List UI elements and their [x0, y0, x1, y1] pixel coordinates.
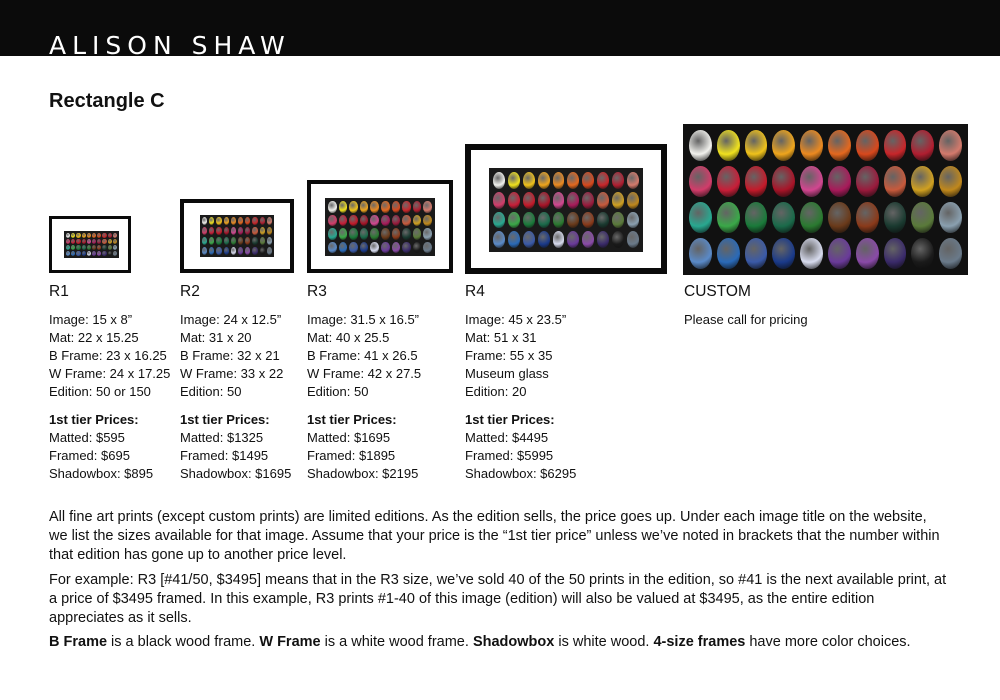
paint-well — [423, 242, 432, 254]
paint-well — [339, 242, 348, 254]
size-column-r3 — [307, 282, 421, 483]
spec-line: Frame: 55 x 35 — [465, 348, 553, 363]
paint-well — [238, 227, 243, 235]
paint-well — [66, 233, 70, 238]
paint-well — [523, 212, 535, 229]
paint-well — [82, 233, 86, 238]
paint-well — [381, 242, 390, 254]
paint-well — [349, 228, 358, 240]
paint-well — [97, 251, 101, 256]
paint-well — [582, 212, 594, 229]
paint-well — [209, 237, 214, 245]
paint-well — [360, 215, 369, 227]
paint-well — [76, 251, 80, 256]
paint-well — [745, 166, 768, 197]
paint-well — [108, 245, 112, 250]
size-column-custom — [684, 282, 808, 329]
spec-line: Edition: 50 or 150 — [49, 384, 151, 399]
paint-well — [381, 215, 390, 227]
paint-well — [567, 212, 579, 229]
paint-well — [113, 251, 117, 256]
price-line: Shadowbox: $2195 — [307, 466, 419, 481]
paint-well — [538, 192, 550, 209]
paint-well — [745, 130, 768, 161]
shadowbox-term: Shadowbox — [472, 634, 555, 650]
paint-well — [627, 192, 639, 209]
paint-well — [82, 245, 86, 250]
paint-well — [856, 202, 879, 233]
paint-well — [772, 238, 795, 269]
paint-well — [267, 237, 272, 245]
price-line: Framed: $5995 — [465, 448, 554, 463]
r2-framed-thumbnail — [180, 199, 294, 273]
paint-well — [328, 228, 337, 240]
paint-well — [370, 201, 379, 213]
paint-well — [828, 166, 851, 197]
edition-example: For example: R3 [#41/50, $3495] means that in the R3 size, we’ve sold 40 of the 50 prints in the edition, so #41 is the next available print, at a price of $3495 framed. In this example, R3 prints #1-40 of this image (edition) will also be valued at $3495, as the entire edition appreciates as it sells. — [49, 572, 947, 626]
paint-well — [245, 247, 250, 255]
paint-well — [245, 227, 250, 235]
paint-well — [911, 238, 934, 269]
paint-well — [224, 247, 229, 255]
paint-well — [97, 245, 101, 250]
price-line: Matted: $4495 — [465, 430, 549, 445]
paint-well — [76, 239, 80, 244]
paint-well — [339, 215, 348, 227]
paint-well — [216, 237, 221, 245]
spec-line: Mat: 40 x 25.5 — [307, 330, 390, 345]
paint-well — [224, 217, 229, 225]
paint-well — [413, 215, 422, 227]
spec-line: Edition: 50 — [180, 384, 242, 399]
paint-well — [523, 192, 535, 209]
paint-well — [392, 242, 401, 254]
paint-well — [689, 202, 712, 233]
paint-well — [884, 202, 907, 233]
price-line: Framed: $1495 — [180, 448, 269, 463]
watercolor-palette-image — [200, 215, 274, 257]
spec-line: Image: 15 x 8” — [49, 312, 133, 327]
wframe-term: W Frame — [259, 634, 321, 650]
paint-well — [328, 201, 337, 213]
paint-well — [939, 202, 962, 233]
paint-well — [423, 201, 432, 213]
paint-well — [209, 227, 214, 235]
paint-well — [349, 215, 358, 227]
paint-well — [612, 192, 624, 209]
paint-well — [108, 233, 112, 238]
paint-well — [856, 238, 879, 269]
size-column-r4 — [465, 282, 576, 483]
paint-well — [252, 227, 257, 235]
paint-well — [238, 247, 243, 255]
paint-well — [423, 228, 432, 240]
paint-well — [911, 166, 934, 197]
paint-well — [370, 242, 379, 254]
paint-well — [260, 227, 265, 235]
paint-well — [82, 239, 86, 244]
paint-well — [97, 239, 101, 244]
paint-well — [538, 231, 550, 248]
paint-well — [370, 228, 379, 240]
paint-well — [92, 233, 96, 238]
watercolor-palette-image — [489, 168, 643, 252]
paint-well — [508, 231, 520, 248]
wframe-definition: is a white wood frame. — [320, 634, 473, 650]
paint-well — [209, 217, 214, 225]
paint-well — [66, 251, 70, 256]
size-name: R2 — [180, 283, 200, 300]
paint-well — [567, 231, 579, 248]
paint-well — [392, 215, 401, 227]
paint-well — [202, 217, 207, 225]
paint-well — [772, 130, 795, 161]
spec-line: Mat: 22 x 15.25 — [49, 330, 139, 345]
header-bar — [0, 0, 1000, 60]
price-line: Shadowbox: $6295 — [465, 466, 577, 481]
paint-well — [349, 242, 358, 254]
page-title: Rectangle C — [49, 90, 165, 112]
spec-line: Mat: 51 x 31 — [465, 330, 537, 345]
paint-well — [71, 245, 75, 250]
paint-well — [102, 233, 106, 238]
paint-well — [238, 237, 243, 245]
paint-well — [597, 172, 609, 189]
r4-framed-thumbnail — [465, 144, 667, 274]
paint-well — [413, 228, 422, 240]
paint-well — [328, 215, 337, 227]
paint-well — [76, 245, 80, 250]
paint-well — [423, 215, 432, 227]
paint-well — [339, 228, 348, 240]
paint-well — [224, 237, 229, 245]
bframe-term: B Frame — [49, 634, 108, 650]
paint-well — [717, 238, 740, 269]
brand-logo[interactable]: ALISON SHAW — [49, 31, 291, 60]
size-name: R3 — [307, 283, 327, 300]
paint-well — [392, 201, 401, 213]
paint-well — [113, 233, 117, 238]
paint-well — [231, 217, 236, 225]
paint-well — [87, 239, 91, 244]
paint-well — [612, 212, 624, 229]
paint-well — [66, 239, 70, 244]
paint-well — [597, 192, 609, 209]
shadowbox-definition: is white wood. — [554, 634, 654, 650]
paint-well — [402, 215, 411, 227]
paint-well — [381, 201, 390, 213]
paint-well — [202, 227, 207, 235]
paint-well — [884, 166, 907, 197]
paint-well — [493, 172, 505, 189]
paint-well — [392, 228, 401, 240]
paint-well — [370, 215, 379, 227]
paint-well — [108, 239, 112, 244]
spec-line: Edition: 20 — [465, 384, 527, 399]
paint-well — [856, 166, 879, 197]
tier-label: 1st tier Prices: — [180, 412, 270, 427]
paint-well — [260, 237, 265, 245]
spec-line: W Frame: 42 x 27.5 — [307, 366, 422, 381]
paint-well — [538, 212, 550, 229]
paint-well — [939, 166, 962, 197]
paint-well — [87, 233, 91, 238]
paint-well — [689, 166, 712, 197]
paint-well — [339, 201, 348, 213]
paint-well — [216, 247, 221, 255]
paint-well — [349, 201, 358, 213]
paint-well — [360, 201, 369, 213]
size-column-r2 — [180, 282, 291, 483]
spec-line: B Frame: 23 x 16.25 — [49, 348, 167, 363]
paint-well — [828, 202, 851, 233]
four-size-frames-term: 4-size frames — [653, 634, 746, 650]
edition-explanation: All fine art prints (except custom prints) are limited editions. As the edition sells, the price goes up. Under each image title on the website, we list the sizes available for that image. Assume that your price is the “1st tier price” unless we’ve noted in brackets that the number within that edition has gone up to another price level. — [49, 509, 940, 563]
paint-well — [828, 238, 851, 269]
paint-well — [102, 245, 106, 250]
paint-well — [87, 245, 91, 250]
paint-well — [884, 238, 907, 269]
paint-well — [71, 233, 75, 238]
paint-well — [828, 130, 851, 161]
paint-well — [597, 212, 609, 229]
paint-well — [267, 227, 272, 235]
spec-line: Mat: 31 x 20 — [180, 330, 252, 345]
paint-well — [82, 251, 86, 256]
paint-well — [612, 172, 624, 189]
watercolor-palette-image — [325, 198, 435, 256]
price-line: Framed: $1895 — [307, 448, 396, 463]
paint-well — [113, 239, 117, 244]
paint-well — [202, 247, 207, 255]
paint-well — [216, 227, 221, 235]
paint-well — [108, 251, 112, 256]
bframe-definition: is a black wood frame. — [107, 634, 260, 650]
paint-well — [800, 130, 823, 161]
paint-well — [231, 237, 236, 245]
paint-well — [745, 238, 768, 269]
paint-well — [202, 237, 207, 245]
paint-well — [224, 227, 229, 235]
paint-well — [856, 130, 879, 161]
paint-well — [493, 231, 505, 248]
price-line: Framed: $695 — [49, 448, 130, 463]
paint-well — [209, 247, 214, 255]
paint-well — [252, 217, 257, 225]
paint-well — [113, 245, 117, 250]
paint-well — [66, 245, 70, 250]
paint-well — [92, 245, 96, 250]
watercolor-palette-image — [64, 231, 119, 258]
price-line: Matted: $595 — [49, 430, 125, 445]
paint-well — [800, 202, 823, 233]
spec-line: B Frame: 41 x 26.5 — [307, 348, 418, 363]
paint-well — [772, 166, 795, 197]
paint-well — [689, 130, 712, 161]
paint-well — [360, 228, 369, 240]
paint-well — [689, 238, 712, 269]
paint-well — [267, 217, 272, 225]
paint-well — [582, 231, 594, 248]
paint-well — [231, 227, 236, 235]
paint-well — [238, 217, 243, 225]
spec-line: Please call for pricing — [684, 312, 808, 327]
paint-well — [582, 192, 594, 209]
tier-label: 1st tier Prices: — [465, 412, 555, 427]
paint-well — [97, 233, 101, 238]
paint-well — [381, 228, 390, 240]
paint-well — [717, 166, 740, 197]
paint-well — [413, 201, 422, 213]
paint-well — [717, 202, 740, 233]
paint-well — [360, 242, 369, 254]
paint-well — [260, 217, 265, 225]
spec-line: B Frame: 32 x 21 — [180, 348, 280, 363]
custom-palette-image — [683, 124, 968, 275]
paint-well — [413, 242, 422, 254]
four-size-frames-definition: have more color choices. — [745, 634, 911, 650]
paint-well — [911, 130, 934, 161]
paint-well — [939, 130, 962, 161]
tier-label: 1st tier Prices: — [307, 412, 397, 427]
paint-well — [772, 202, 795, 233]
frame-glossary — [49, 633, 949, 652]
size-column-r1 — [49, 282, 170, 483]
paint-well — [71, 251, 75, 256]
size-name: R1 — [49, 283, 69, 300]
paint-well — [102, 239, 106, 244]
paint-well — [71, 239, 75, 244]
price-line: Matted: $1695 — [307, 430, 391, 445]
paint-well — [402, 201, 411, 213]
paint-well — [911, 202, 934, 233]
paint-well — [523, 172, 535, 189]
price-line: Shadowbox: $1695 — [180, 466, 292, 481]
paint-well — [538, 172, 550, 189]
paint-well — [627, 231, 639, 248]
paint-well — [216, 217, 221, 225]
paint-well — [252, 247, 257, 255]
paint-well — [508, 212, 520, 229]
paint-well — [402, 228, 411, 240]
paint-well — [267, 247, 272, 255]
paint-well — [76, 233, 80, 238]
paint-well — [245, 217, 250, 225]
paint-well — [745, 202, 768, 233]
price-line: Shadowbox: $895 — [49, 466, 154, 481]
paint-well — [553, 192, 565, 209]
spec-line: Image: 31.5 x 16.5” — [307, 312, 420, 327]
paint-well — [328, 242, 337, 254]
paint-well — [87, 251, 91, 256]
paint-well — [245, 237, 250, 245]
paint-well — [800, 238, 823, 269]
paint-well — [508, 192, 520, 209]
paint-well — [582, 172, 594, 189]
spec-line: Image: 45 x 23.5” — [465, 312, 567, 327]
paint-well — [627, 212, 639, 229]
paint-well — [939, 238, 962, 269]
paint-well — [92, 239, 96, 244]
paint-well — [102, 251, 106, 256]
paint-well — [231, 247, 236, 255]
paint-well — [717, 130, 740, 161]
paint-well — [553, 231, 565, 248]
paint-well — [402, 242, 411, 254]
size-name: CUSTOM — [684, 283, 751, 300]
spec-line: Image: 24 x 12.5” — [180, 312, 282, 327]
tier-label: 1st tier Prices: — [49, 412, 139, 427]
paint-well — [92, 251, 96, 256]
paint-well — [553, 172, 565, 189]
paint-well — [800, 166, 823, 197]
spec-line: Museum glass — [465, 366, 549, 381]
paint-well — [627, 172, 639, 189]
paint-well — [597, 231, 609, 248]
paint-well — [493, 212, 505, 229]
paint-well — [884, 130, 907, 161]
paint-well — [553, 212, 565, 229]
r1-framed-thumbnail — [49, 216, 131, 273]
size-name: R4 — [465, 283, 485, 300]
paint-well — [493, 192, 505, 209]
spec-line: W Frame: 33 x 22 — [180, 366, 284, 381]
spec-line: W Frame: 24 x 17.25 — [49, 366, 171, 381]
paint-well — [567, 172, 579, 189]
paint-well — [260, 247, 265, 255]
paint-well — [523, 231, 535, 248]
price-line: Matted: $1325 — [180, 430, 264, 445]
paint-well — [252, 237, 257, 245]
paint-well — [567, 192, 579, 209]
spec-line: Edition: 50 — [307, 384, 369, 399]
r3-framed-thumbnail — [307, 180, 453, 273]
paint-well — [612, 231, 624, 248]
paint-well — [508, 172, 520, 189]
